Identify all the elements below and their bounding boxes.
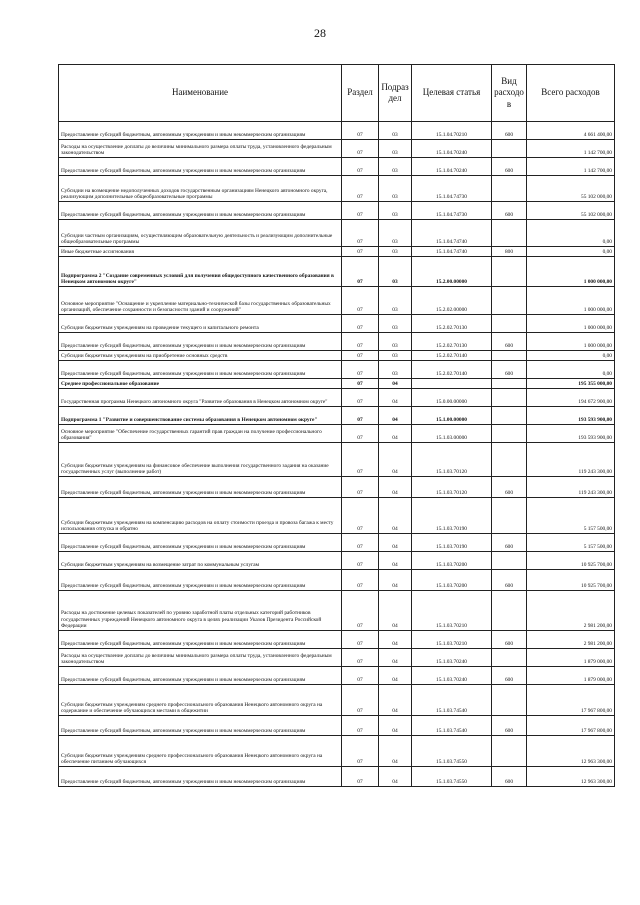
cell-name: Субсидии на возмещение недополученных доходов государственным организациям Ненецкого автономного округа, реализующим дополнительные общеобразовательные программы [59,176,342,202]
cell-vid: 600 [492,477,527,498]
cell-razdel: 07 [342,570,379,591]
table-body [59,122,615,787]
cell-vid: 600 [492,534,527,552]
cell-podrazdel: 04 [379,389,412,407]
header-target: Целевая статья [412,65,492,122]
cell-razdel: 07 [342,257,379,287]
cell-vid: 600 [492,202,527,220]
cell-name: Предоставление субсидий бюджетным, автономным учреждениям и иным некоммерческим организациям [59,667,342,685]
cell-target: 15.2.02.70140 [412,351,492,361]
cell-total: 193 593 900,00 [527,407,615,425]
cell-target: 15.2.02.00000 [412,287,492,315]
cell-target: 15.1.03.70120 [412,443,492,477]
cell-razdel: 07 [342,477,379,498]
table-row [59,685,615,716]
page-number: 28 [314,26,326,40]
cell-target: 15.1.04.70240 [412,140,492,158]
cell-total: 1 879 000,00 [527,649,615,667]
cell-total: 193 593 900,00 [527,425,615,443]
cell-target: 15.1.03.70210 [412,591,492,631]
cell-total: 0,00 [527,361,615,379]
cell-podrazdel: 04 [379,685,412,716]
cell-razdel: 07 [342,443,379,477]
header-podrazdel: Подраз дел [379,65,412,122]
cell-target: 15.1.04.70240 [412,158,492,176]
table-row [59,591,615,631]
cell-target: 15.1.03.74540 [412,716,492,736]
cell-razdel: 07 [342,220,379,247]
cell-name: Государственная программа Ненецкого автономного округа "Развитие образования в Ненецком автономном округе" [59,389,342,407]
cell-razdel: 07 [342,379,379,389]
cell-total: 5 157 500,00 [527,534,615,552]
header-name: Наименование [59,65,342,122]
table-row [59,498,615,534]
cell-target [412,379,492,389]
cell-name: Подпрограмма 1 "Развитие и совершенствование системы образования в Ненецком автономном округе" [59,407,342,425]
cell-total: 1 142 700,00 [527,158,615,176]
cell-total: 5 157 500,00 [527,498,615,534]
cell-name: Субсидии бюджетным учреждениям среднего профессионального образования Ненецкого автономного округа на обеспечение питанием обучающихся [59,736,342,767]
cell-podrazdel: 04 [379,631,412,649]
cell-target: 15.2.00.00000 [412,257,492,287]
cell-name: Предоставление субсидий бюджетным, автономным учреждениям и иным некоммерческим организациям [59,716,342,736]
cell-vid [492,257,527,287]
cell-total: 55 102 000,00 [527,202,615,220]
cell-name: Субсидии бюджетным учреждениям на возмещение затрат по коммунальным услугам [59,552,342,570]
cell-vid [492,220,527,247]
cell-total: 12 963 300,00 [527,736,615,767]
cell-razdel: 07 [342,591,379,631]
cell-vid [492,140,527,158]
cell-name: Предоставление субсидий бюджетным, автономным учреждениям и иным некоммерческим организациям [59,158,342,176]
cell-total: 55 102 000,00 [527,176,615,202]
cell-name: Подпрограмма 2 "Создание современных условий для получения общедоступного качественного образования в Ненецком автономном округе" [59,257,342,287]
header-vid: Вид расходо в [492,65,527,122]
table-row [59,425,615,443]
cell-vid [492,649,527,667]
cell-razdel: 07 [342,534,379,552]
cell-podrazdel: 04 [379,649,412,667]
cell-target: 15.1.03.70240 [412,667,492,685]
cell-razdel: 07 [342,736,379,767]
cell-podrazdel: 04 [379,767,412,787]
cell-razdel: 07 [342,389,379,407]
cell-podrazdel: 03 [379,220,412,247]
cell-vid [492,287,527,315]
cell-razdel: 07 [342,552,379,570]
cell-vid [492,685,527,716]
cell-total: 0,00 [527,247,615,257]
table-row [59,333,615,351]
cell-target: 15.1.03.70190 [412,498,492,534]
table-row [59,649,615,667]
cell-target: 15.1.03.74540 [412,685,492,716]
cell-name: Основное мероприятие "Оснащение и укрепление материально-технической базы государственных образовательных организаций, обеспечение сохранности и безопасности зданий и сооружений" [59,287,342,315]
cell-target: 15.1.04.74730 [412,176,492,202]
cell-vid [492,443,527,477]
cell-name: Основное мероприятие "Обеспечение государственных гарантий прав граждан на получение профессионального образования" [59,425,342,443]
table-row [59,351,615,361]
cell-total: 17 967 800,00 [527,685,615,716]
cell-razdel: 07 [342,158,379,176]
cell-razdel: 07 [342,202,379,220]
cell-razdel: 07 [342,287,379,315]
cell-vid: 600 [492,667,527,685]
cell-target: 15.1.03.00000 [412,425,492,443]
cell-podrazdel: 04 [379,443,412,477]
cell-name: Предоставление субсидий бюджетным, автономным учреждениям и иным некоммерческим организациям [59,767,342,787]
cell-total: 10 925 700,00 [527,570,615,591]
cell-vid [492,379,527,389]
cell-name: Субсидии бюджетным учреждениям среднего профессионального образования Ненецкого автономного округа на содержание и обеспечение обучающихся местами в общежитии [59,685,342,716]
table-row [59,767,615,787]
cell-podrazdel: 03 [379,176,412,202]
table-row [59,220,615,247]
cell-razdel: 07 [342,361,379,379]
cell-podrazdel: 04 [379,425,412,443]
cell-name: Предоставление субсидий бюджетным, автономным учреждениям и иным некоммерческим организациям [59,202,342,220]
cell-razdel: 07 [342,176,379,202]
cell-target: 15.2.02.70140 [412,361,492,379]
header-total: Всего расходов [527,65,615,122]
cell-target: 15.1.04.74740 [412,220,492,247]
cell-total: 195 355 000,00 [527,379,615,389]
cell-podrazdel: 04 [379,736,412,767]
cell-total: 0,00 [527,220,615,247]
table-row [59,140,615,158]
cell-podrazdel: 04 [379,716,412,736]
cell-podrazdel: 04 [379,667,412,685]
cell-vid: 600 [492,122,527,140]
cell-podrazdel: 03 [379,257,412,287]
cell-target: 15.1.04.74730 [412,202,492,220]
table-row [59,122,615,140]
cell-podrazdel: 04 [379,552,412,570]
cell-target: 15.2.02.70130 [412,315,492,333]
cell-podrazdel: 04 [379,498,412,534]
cell-target: 15.0.00.00000 [412,389,492,407]
cell-razdel: 07 [342,685,379,716]
cell-total: 1 000 000,00 [527,333,615,351]
cell-total: 12 963 300,00 [527,767,615,787]
cell-vid: 600 [492,333,527,351]
cell-total: 1 000 000,00 [527,315,615,333]
cell-razdel: 07 [342,140,379,158]
table-row [59,716,615,736]
table-row [59,361,615,379]
table-row [59,287,615,315]
table-row [59,315,615,333]
cell-razdel: 07 [342,649,379,667]
header-razdel: Раздел [342,65,379,122]
cell-podrazdel: 03 [379,202,412,220]
cell-total: 4 661 400,00 [527,122,615,140]
cell-total: 1 000 000,00 [527,287,615,315]
cell-podrazdel: 03 [379,287,412,315]
cell-name: Субсидии бюджетным учреждениям на финансовое обеспечение выполнения государственного задания на оказание государственных услуг (выполнение работ) [59,443,342,477]
cell-razdel: 07 [342,631,379,649]
table-row [59,407,615,425]
cell-podrazdel: 04 [379,379,412,389]
cell-razdel: 07 [342,425,379,443]
cell-razdel: 07 [342,716,379,736]
cell-name: Среднее профессиональное образование [59,379,342,389]
cell-name: Предоставление субсидий бюджетным, автономным учреждениям и иным некоммерческим организациям [59,477,342,498]
cell-podrazdel: 04 [379,591,412,631]
cell-target: 15.1.04.70210 [412,122,492,140]
cell-name: Предоставление субсидий бюджетным, автономным учреждениям и иным некоммерческим организациям [59,361,342,379]
cell-razdel: 07 [342,407,379,425]
table-row [59,202,615,220]
cell-podrazdel: 04 [379,534,412,552]
cell-name: Предоставление субсидий бюджетным, автономным учреждениям и иным некоммерческим организациям [59,122,342,140]
table-row [59,443,615,477]
cell-target: 15.1.03.74550 [412,767,492,787]
cell-vid: 600 [492,158,527,176]
cell-name: Расходы на достижение целевых показателей по уровню заработной платы отдельных категорий работников государственных учреждений Ненецкого автономного округа в целях реализации Указов Президента Российской Федерации [59,591,342,631]
cell-name: Субсидии бюджетным учреждениям на приобретение основных средств [59,351,342,361]
cell-total: 1 142 700,00 [527,140,615,158]
cell-podrazdel: 04 [379,407,412,425]
table-row [59,379,615,389]
cell-vid: 600 [492,767,527,787]
table-header-row [59,65,615,122]
cell-razdel: 07 [342,498,379,534]
cell-total: 2 981 200,00 [527,631,615,649]
cell-total: 194 672 900,00 [527,389,615,407]
cell-name: Субсидии бюджетным учреждениям на проведение текущего и капитального ремонта [59,315,342,333]
cell-podrazdel: 04 [379,477,412,498]
cell-vid [492,591,527,631]
cell-total: 119 243 300,00 [527,443,615,477]
cell-total: 10 925 700,00 [527,552,615,570]
table-row [59,736,615,767]
cell-target: 15.1.03.70190 [412,534,492,552]
cell-vid [492,425,527,443]
cell-vid [492,176,527,202]
cell-total: 0,00 [527,351,615,361]
cell-vid: 600 [492,361,527,379]
cell-vid: 600 [492,716,527,736]
cell-name: Предоставление субсидий бюджетным, автономным учреждениям и иным некоммерческим организациям [59,631,342,649]
cell-total: 1 879 000,00 [527,667,615,685]
table-row [59,667,615,685]
cell-name: Предоставление субсидий бюджетным, автономным учреждениям и иным некоммерческим организациям [59,333,342,351]
table-row [59,570,615,591]
cell-podrazdel: 03 [379,140,412,158]
cell-vid: 800 [492,247,527,257]
table-row [59,158,615,176]
cell-total: 2 981 200,00 [527,591,615,631]
table-row [59,389,615,407]
cell-target: 15.2.02.70130 [412,333,492,351]
cell-podrazdel: 03 [379,333,412,351]
cell-name: Предоставление субсидий бюджетным, автономным учреждениям и иным некоммерческим организациям [59,570,342,591]
cell-podrazdel: 03 [379,158,412,176]
cell-target: 15.1.03.70120 [412,477,492,498]
cell-vid: 600 [492,570,527,591]
cell-razdel: 07 [342,122,379,140]
cell-razdel: 07 [342,333,379,351]
cell-target: 15.1.00.00000 [412,407,492,425]
cell-target: 15.1.04.74740 [412,247,492,257]
table-row [59,552,615,570]
cell-podrazdel: 03 [379,315,412,333]
cell-vid [492,736,527,767]
cell-razdel: 07 [342,247,379,257]
cell-vid [492,351,527,361]
cell-vid: 600 [492,631,527,649]
cell-target: 15.1.03.70210 [412,631,492,649]
cell-razdel: 07 [342,315,379,333]
cell-total: 1 000 000,00 [527,257,615,287]
cell-name: Иные бюджетные ассигнования [59,247,342,257]
cell-podrazdel: 04 [379,570,412,591]
cell-vid [492,407,527,425]
table-row [59,534,615,552]
cell-target: 15.1.03.70200 [412,570,492,591]
cell-razdel: 07 [342,767,379,787]
table-row [59,477,615,498]
cell-podrazdel: 03 [379,247,412,257]
cell-target: 15.1.03.70200 [412,552,492,570]
cell-name: Расходы на осуществление доплаты до величины минимального размера оплаты труда, установленного федеральным законодательством [59,140,342,158]
cell-vid [492,552,527,570]
table-row [59,257,615,287]
cell-vid [492,389,527,407]
cell-vid [492,498,527,534]
cell-name: Расходы на осуществление доплаты до величины минимального размера оплаты труда, установленного федеральным законодательством [59,649,342,667]
table-row [59,631,615,649]
cell-name: Субсидии частным организациям, осуществляющим образовательную деятельность и реализующим дополнительные общеобразовательные программы [59,220,342,247]
cell-target: 15.1.03.70240 [412,649,492,667]
cell-razdel: 07 [342,667,379,685]
cell-total: 119 243 300,00 [527,477,615,498]
cell-vid [492,315,527,333]
cell-podrazdel: 03 [379,351,412,361]
cell-target: 15.1.03.74550 [412,736,492,767]
cell-total: 17 967 800,00 [527,716,615,736]
table-row [59,247,615,257]
cell-name: Субсидии бюджетным учреждениям на компенсацию расходов на оплату стоимости проезда и провоза багажа к месту использования отпуска и обратно [59,498,342,534]
cell-podrazdel: 03 [379,361,412,379]
cell-podrazdel: 03 [379,122,412,140]
cell-name: Предоставление субсидий бюджетным, автономным учреждениям и иным некоммерческим организациям [59,534,342,552]
cell-razdel: 07 [342,351,379,361]
budget-table [58,64,615,787]
table-row [59,176,615,202]
